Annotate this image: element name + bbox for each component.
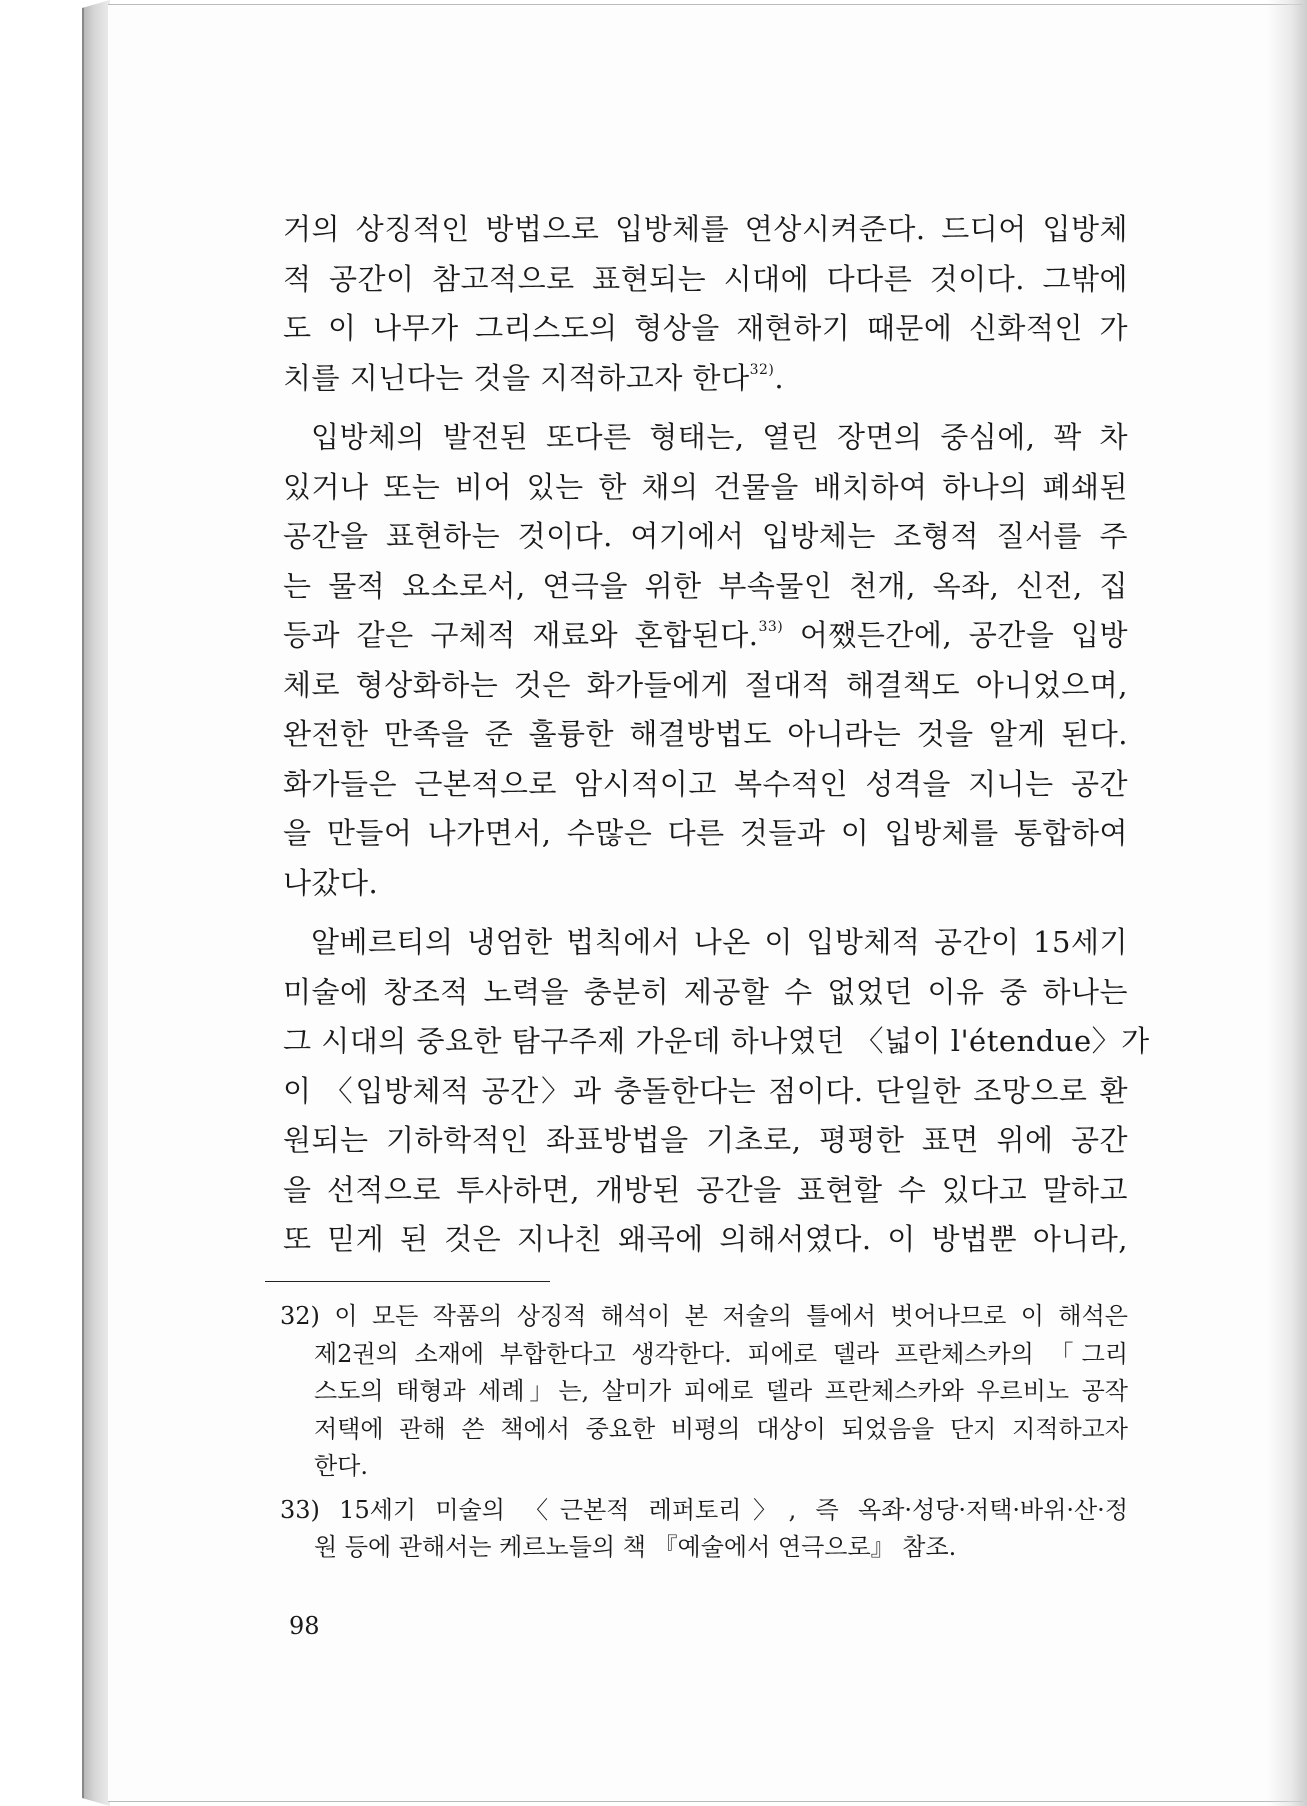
text-line: 공간을 표현하는 것이다. 여기에서 입방체는 조형적 질서를 주 [283,519,1128,553]
text-line: 거의 상징적인 방법으로 입방체를 연상시켜준다. 드디어 입방체 [283,212,1128,246]
body-text [283,205,1150,1265]
text-line: 알베르티의 냉엄한 법칙에서 나온 이 입방체적 공간이 15세기 [311,925,1128,959]
page-edge-shadow [1267,0,1307,1806]
text-line: 원되는 기하학적인 좌표방법을 기초로, 평평한 표면 위에 공간 [283,1123,1128,1157]
text-line [283,611,1128,661]
footnote-line: 원 등에 관해서는 케르노들의 책 『예술에서 연극으로』 참조. [314,1533,957,1561]
text-line: 그 시대의 중요한 탐구주제 가운데 하나였던 〈넓이 l'étendue〉가 [283,1024,1150,1058]
text-line: 또 믿게 된 것은 지나친 왜곡에 의해서였다. 이 방법뿐 아니라, [283,1222,1128,1256]
text-line: 미술에 창조적 노력을 충분히 제공할 수 없었던 이유 중 하나는 [283,974,1128,1009]
footnote-divider [265,1281,550,1282]
footnotes [280,1298,1128,1567]
text-line: 을 만들어 나가면서, 수많은 다른 것들과 이 입방체를 통합하여 [283,816,1128,850]
text-line: 화가들은 근본적으로 암시적이고 복수적인 성격을 지니는 공간 [283,766,1128,801]
text-fragment: 등과 같은 구체적 재료와 혼합된다. [283,618,759,652]
text-line: 을 선적으로 투사하면, 개방된 공간을 표현할 수 있다고 말하고 [283,1172,1128,1207]
text-line: 체로 형상화하는 것은 화가들에게 절대적 해결책도 아니었으며, [283,667,1128,702]
text-line: 있거나 또는 비어 있는 한 채의 건물을 배치하여 하나의 폐쇄된 [283,469,1128,504]
footnote-32 [280,1298,1128,1486]
text-line: 완전한 만족을 준 훌륭한 해결방법도 아니라는 것을 알게 된다. [283,717,1128,751]
text-line: 입방체의 발전된 또다른 형태는, 열린 장면의 중심에, 꽉 차 [311,420,1128,454]
text-line: 도 이 나무가 그리스도의 형상을 재현하기 때문에 신화적인 가 [283,311,1128,345]
footnote-line: 33) 15세기 미술의 〈근본적 레퍼토리〉, 즉 옥좌·성당·저택·바위·산·정 [280,1495,1128,1524]
text-line: 나갔다. [283,865,379,900]
footnote-line: 32) 이 모든 작품의 상징적 해석이 본 저술의 틀에서 벗어나므로 이 해석은 [280,1302,1128,1330]
footnote-line: 스도의 태형과 세례」는, 살미가 피에로 델라 프란체스카와 우르비노 공작 [314,1377,1128,1405]
text-fragment: . [774,360,785,395]
footnote-line: 저택에 관해 쓴 책에서 중요한 비평의 대상이 되었음을 단지 지적하고자 [314,1414,1128,1443]
text-line [283,354,1128,404]
footnote-line: 제2권의 소재에 부합한다고 생각한다. 피에로 델라 프란체스카의 「그리 [314,1339,1128,1368]
footnote-ref-32[interactable]: 32) [749,361,775,378]
page-number: 98 [289,1612,320,1640]
text-fragment: 치를 지닌다는 것을 지적하고자 한다 [283,360,750,395]
text-line: 이 〈입방체적 공간〉과 충돌한다는 점이다. 단일한 조망으로 환 [283,1073,1128,1108]
footnote-33 [280,1492,1128,1567]
book-spine [82,0,110,1806]
footnote-ref-33[interactable]: 33) [758,619,784,635]
text-fragment: 어쨌든간에, 공간을 입방 [783,618,1128,652]
text-line: 적 공간이 참고적으로 표현되는 시대에 다다른 것이다. 그밖에 [283,261,1128,296]
text-line: 는 물적 요소로서, 연극을 위한 부속물인 천개, 옥좌, 신전, 집 [283,568,1128,603]
footnote-line: 한다. [314,1452,368,1480]
